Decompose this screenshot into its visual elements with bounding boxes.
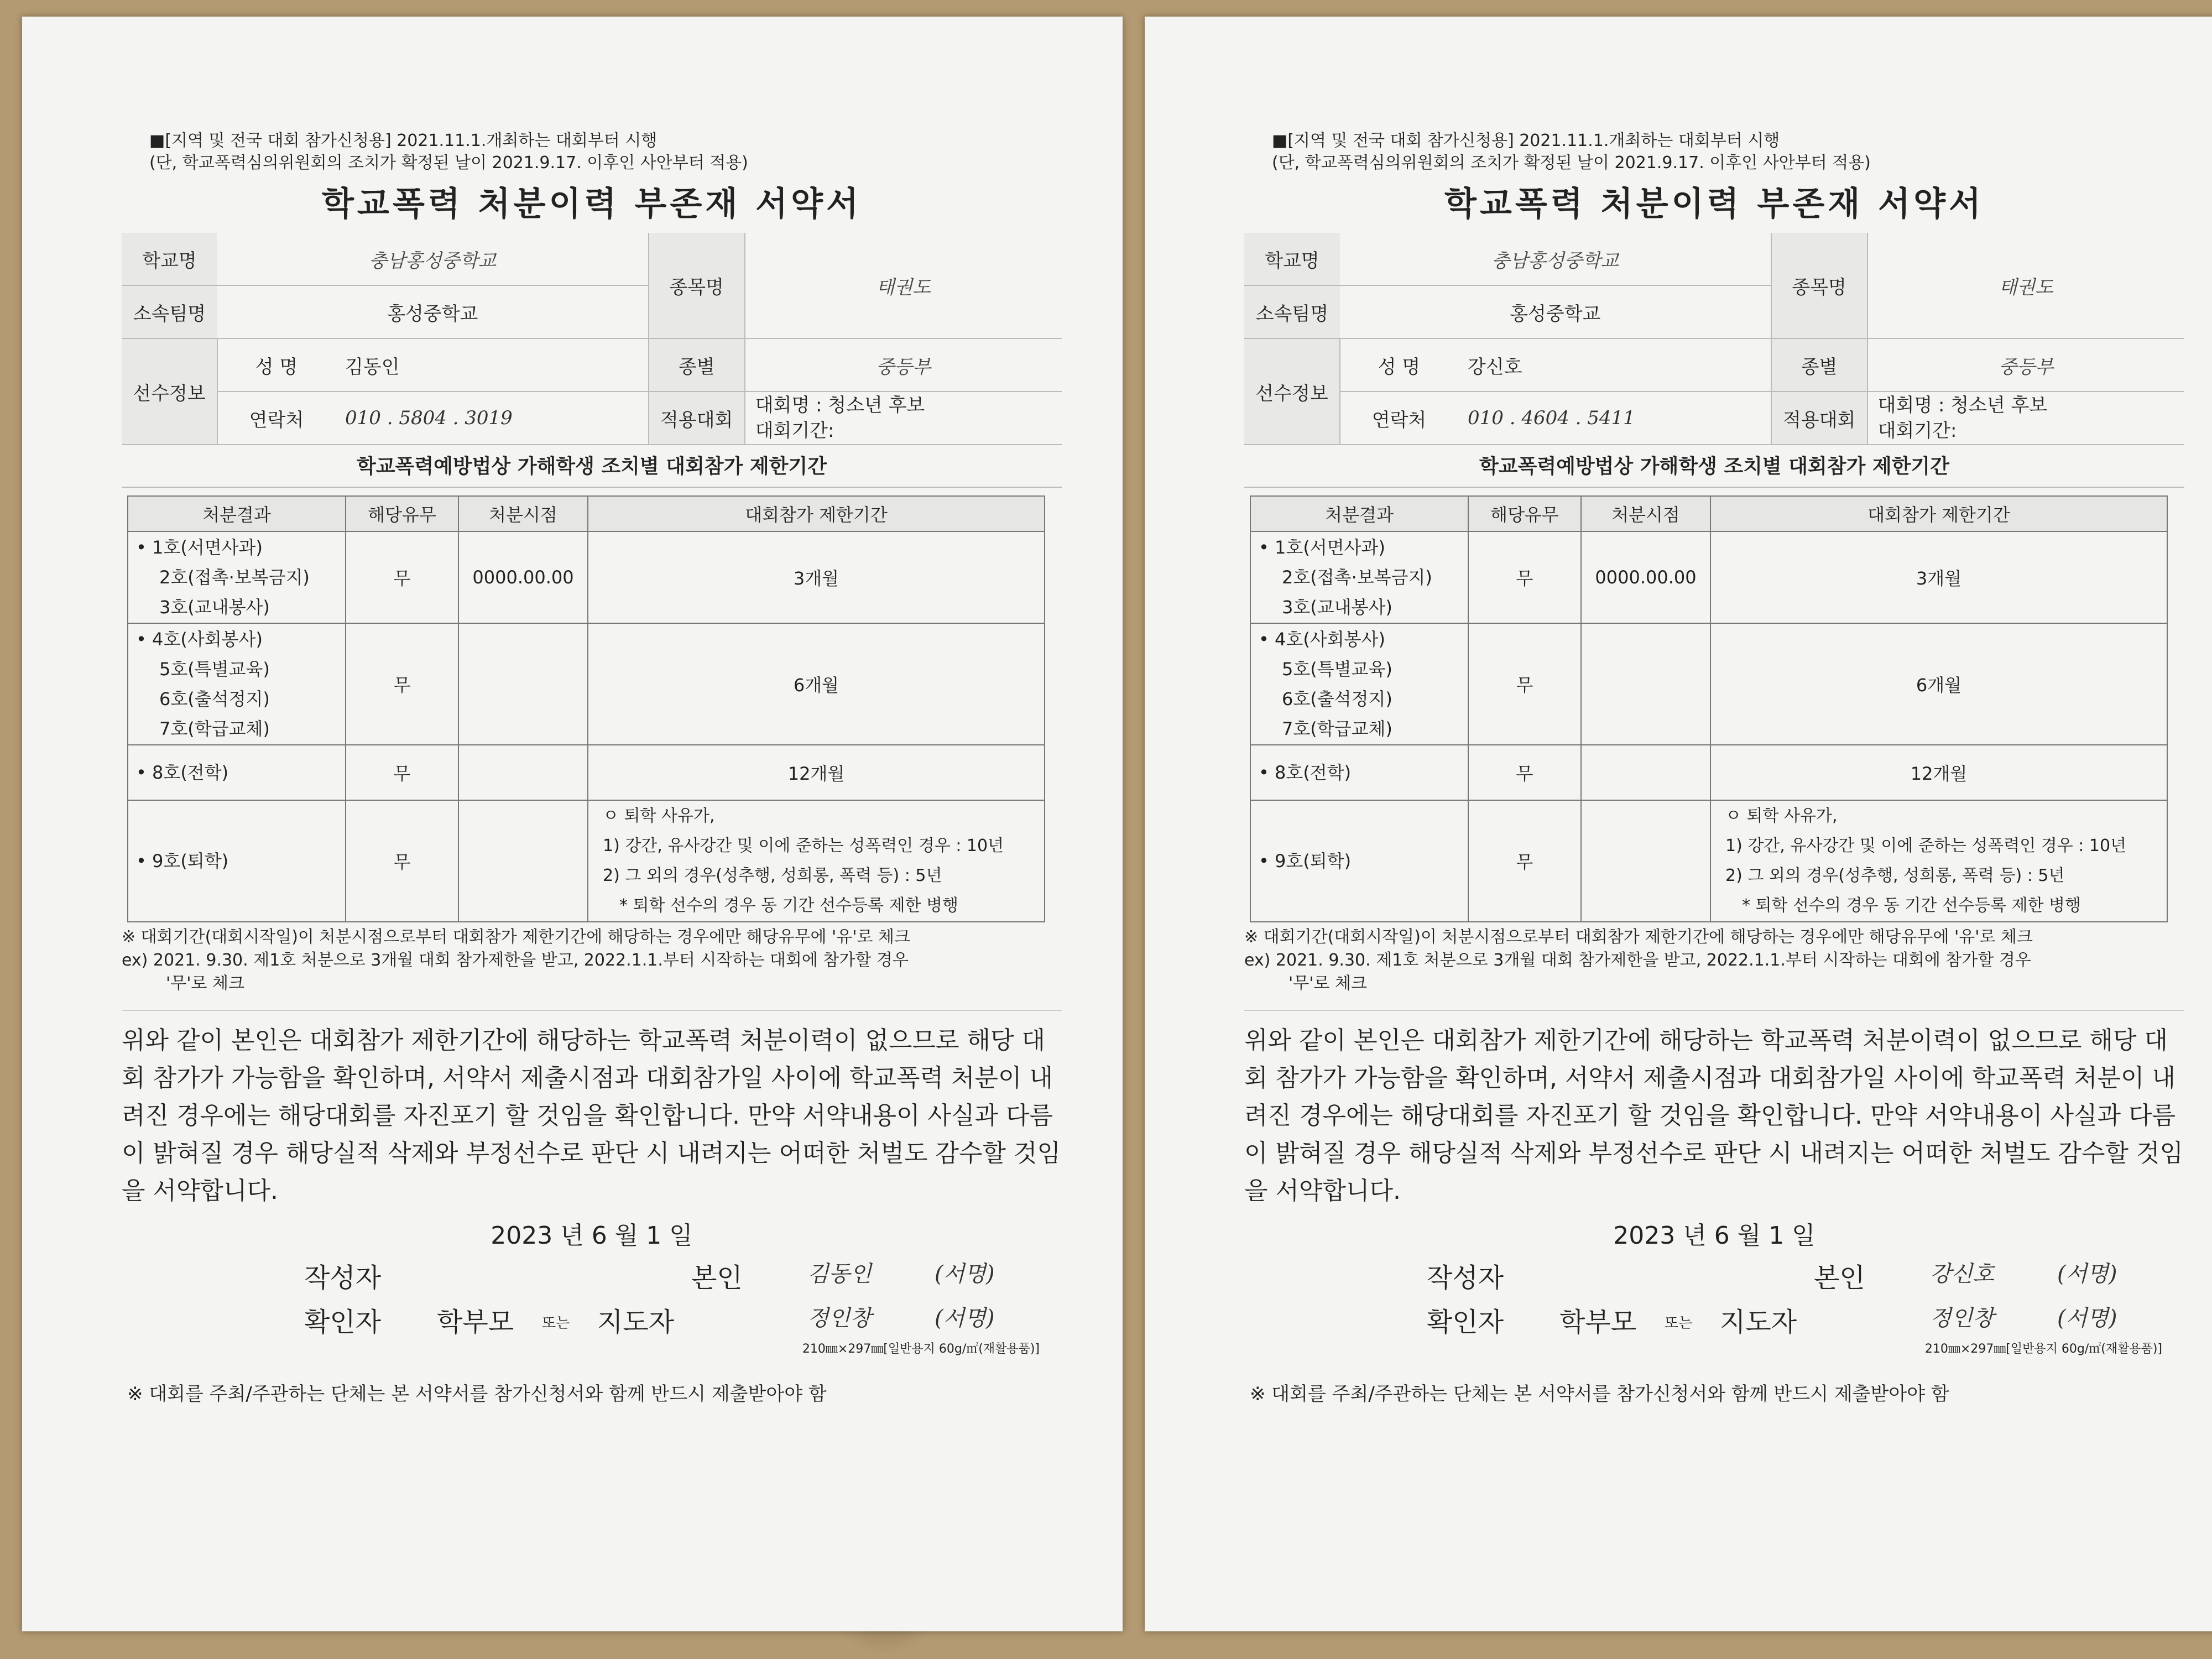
penalty-table bbox=[1250, 495, 2168, 922]
declaration-text: 위와 같이 본인은 대회참가 제한기간에 해당하는 학교폭력 처분이력이 없으므로 해당 대회 참가가 가능함을 확인하며, 서약서 제출시점과 대회참가일 사이에 학교폭력 처분이 내려진 경우에는 해당대회를 자진포기 할 것임을 확인합니다. 만약 서약내용이 사실과 다름이 밝혀질 경우 해당실적 삭제와 부정선수로 판단 시 내려지는 어떠한 처벌도 감수할 것임을 서약합니다. bbox=[122, 1010, 1062, 1210]
form-sheet-left bbox=[22, 17, 1123, 1631]
contest-name: 대회명 : 청소년 후보 bbox=[1877, 394, 2048, 416]
col-header: 해당유무 bbox=[1468, 496, 1581, 531]
class-item: • 4호(사회봉사) bbox=[136, 629, 263, 650]
school-label: 학교명 bbox=[1244, 233, 1340, 285]
table-row bbox=[1250, 531, 2167, 623]
col-header: 처분결과 bbox=[128, 496, 346, 531]
note-line: ex) 2021. 9.30. 제1호 처분으로 3개월 대회 참가제한을 받고, 2022.1.1.부터 시작하는 대회에 참가할 경우 bbox=[1244, 951, 2031, 970]
confirmer-label: 확인자 bbox=[304, 1307, 382, 1338]
limit-value bbox=[588, 800, 1045, 922]
form-title: 학교폭력 처분이력 부존재 서약서 bbox=[1444, 185, 1985, 223]
date-value: 0000.00.00 bbox=[458, 531, 588, 623]
limit-value: 6개월 bbox=[588, 623, 1045, 745]
table-row bbox=[1250, 623, 2167, 745]
gender-class-label: 종별 bbox=[649, 338, 745, 392]
name-label: 성 명 bbox=[217, 338, 335, 392]
class-item: 2호(접촉·보복금지) bbox=[159, 567, 310, 588]
school-value: 충남홍성중학교 bbox=[1340, 233, 1771, 285]
col-header: 처분시점 bbox=[458, 496, 588, 531]
gender-class-label: 종별 bbox=[1771, 338, 1867, 392]
date-value bbox=[458, 800, 588, 922]
form-sheet-right bbox=[1145, 17, 2212, 1631]
name-value: 김동인 bbox=[335, 338, 649, 392]
event-label: 종목명 bbox=[649, 233, 745, 338]
limit-value: 12개월 bbox=[1710, 745, 2167, 800]
parent-label: 학부모 bbox=[1559, 1307, 1637, 1338]
retire-line: 1) 강간, 유사강간 및 이에 준하는 성폭력인 경우 : 10년 bbox=[1725, 836, 2127, 855]
class-item: 5호(특별교육) bbox=[1282, 659, 1392, 680]
footer-note: ※ 대회를 주최/주관하는 단체는 본 서약서를 참가신청서와 함께 반드시 제출받아야 함 bbox=[1250, 1383, 1949, 1405]
applied-contest-value bbox=[1867, 392, 2184, 445]
or-label: 또는 bbox=[1665, 1315, 1693, 1332]
penalty-class bbox=[128, 531, 346, 623]
self-label: 본인 bbox=[1814, 1262, 1865, 1293]
signature-mark: (서명) bbox=[2057, 1306, 2117, 1331]
has-value: 무 bbox=[346, 800, 458, 922]
signature-mark: (서명) bbox=[2057, 1261, 2117, 1287]
applied-contest-label: 적용대회 bbox=[649, 392, 745, 445]
writer-label: 작성자 bbox=[1427, 1262, 1504, 1293]
limit-value: 6개월 bbox=[1710, 623, 2167, 745]
event-label: 종목명 bbox=[1771, 233, 1867, 338]
player-info-label: 선수정보 bbox=[122, 338, 217, 445]
signer-handwriting: 강신호 bbox=[1930, 1261, 1994, 1287]
team-label: 소속팀명 bbox=[1244, 285, 1340, 338]
contact-value: 010 . 4604 . 5411 bbox=[1458, 392, 1771, 445]
limit-value bbox=[1710, 800, 2167, 922]
paper-spec: 210㎜×297㎜[일반용지 60g/㎡(재활용품)] bbox=[802, 1342, 1040, 1356]
form-document bbox=[122, 130, 1062, 1406]
applied-contest-label: 적용대회 bbox=[1771, 392, 1867, 445]
event-value: 태권도 bbox=[1867, 233, 2184, 338]
date-value bbox=[458, 623, 588, 745]
has-value: 무 bbox=[1468, 745, 1581, 800]
class-item: 5호(특별교육) bbox=[159, 659, 270, 680]
writer-label: 작성자 bbox=[304, 1262, 382, 1293]
class-item: 3호(교내봉사) bbox=[1282, 597, 1392, 618]
penalty-subtitle: 학교폭력예방법상 가해학생 조치별 대회참가 제한기간 bbox=[1244, 445, 2184, 488]
notes bbox=[1244, 926, 2184, 995]
team-label: 소속팀명 bbox=[122, 285, 217, 338]
writer-row bbox=[1244, 1251, 2184, 1295]
table-row bbox=[1250, 800, 2167, 922]
or-label: 또는 bbox=[542, 1315, 570, 1332]
contact-value: 010 . 5804 . 3019 bbox=[335, 392, 649, 445]
col-header: 처분시점 bbox=[1581, 496, 1710, 531]
class-item: 2호(접촉·보복금지) bbox=[1282, 567, 1432, 588]
form-document bbox=[1244, 130, 2184, 1406]
penalty-subtitle: 학교폭력예방법상 가해학생 조치별 대회참가 제한기간 bbox=[122, 445, 1062, 488]
table-row bbox=[128, 745, 1045, 800]
confirmer-row bbox=[1244, 1295, 2184, 1339]
penalty-class: • 9호(퇴학) bbox=[128, 800, 346, 922]
parent-label: 학부모 bbox=[437, 1307, 514, 1338]
penalty-class bbox=[1250, 531, 1468, 623]
penalty-class: • 8호(전학) bbox=[1250, 745, 1468, 800]
retire-line: ㅇ 퇴학 사유가, bbox=[603, 806, 715, 826]
event-value: 태권도 bbox=[745, 233, 1062, 338]
header-note: ■[지역 및 전국 대회 참가신청용] 2021.11.1.개최하는 대회부터 시행 bbox=[1272, 131, 1780, 150]
contact-label: 연락처 bbox=[217, 392, 335, 445]
retire-line: 1) 강간, 유사강간 및 이에 준하는 성폭력인 경우 : 10년 bbox=[603, 836, 1004, 855]
signer-handwriting: 김동인 bbox=[807, 1261, 872, 1287]
header-note: ■[지역 및 전국 대회 참가신청용] 2021.11.1.개최하는 대회부터 시행 bbox=[149, 131, 658, 150]
header-note-sub: (단, 학교폭력심의위원회의 조치가 확정된 날이 2021.9.17. 이후인 사안부터 적용) bbox=[149, 153, 748, 173]
info-table bbox=[122, 233, 1062, 445]
info-table bbox=[1244, 233, 2184, 445]
team-value: 홍성중학교 bbox=[1340, 285, 1771, 338]
contest-period: 대회기간: bbox=[755, 420, 834, 442]
class-item: • 4호(사회봉사) bbox=[1259, 629, 1385, 650]
contact-label: 연락처 bbox=[1340, 392, 1458, 445]
footer-note: ※ 대회를 주최/주관하는 단체는 본 서약서를 참가신청서와 함께 반드시 제출받아야 함 bbox=[127, 1383, 827, 1405]
has-value: 무 bbox=[1468, 623, 1581, 745]
note-line: ※ 대회기간(대회시작일)이 처분시점으로부터 대회참가 제한기간에 해당하는 경우에만 해당유무에 '유'로 체크 bbox=[1244, 927, 2033, 947]
date-line: 2023 년 6 월 1 일 bbox=[1613, 1222, 1815, 1250]
date-line: 2023 년 6 월 1 일 bbox=[491, 1222, 693, 1250]
school-label: 학교명 bbox=[122, 233, 217, 285]
applied-contest-value bbox=[745, 392, 1062, 445]
note-line: ex) 2021. 9.30. 제1호 처분으로 3개월 대회 참가제한을 받고, 2022.1.1.부터 시작하는 대회에 참가할 경우 bbox=[122, 951, 909, 970]
form-title: 학교폭력 처분이력 부존재 서약서 bbox=[321, 185, 862, 223]
penalty-class: • 9호(퇴학) bbox=[1250, 800, 1468, 922]
header-note-sub: (단, 학교폭력심의위원회의 조치가 확정된 날이 2021.9.17. 이후인 사안부터 적용) bbox=[1272, 153, 1871, 173]
confirmer-label: 확인자 bbox=[1427, 1307, 1504, 1338]
confirmer-row bbox=[122, 1295, 1062, 1339]
table-row bbox=[128, 623, 1045, 745]
signature-mark: (서명) bbox=[935, 1306, 995, 1331]
table-row bbox=[128, 800, 1045, 922]
note-line: '무'로 체크 bbox=[1288, 974, 1367, 993]
class-item: 6호(출석정지) bbox=[159, 688, 270, 709]
name-value: 강신호 bbox=[1458, 338, 1771, 392]
retire-line: 2) 그 외의 경우(성추행, 성희롱, 폭력 등) : 5년 bbox=[1725, 866, 2065, 885]
class-item: 3호(교내봉사) bbox=[159, 597, 270, 618]
date-value bbox=[1581, 745, 1710, 800]
limit-value: 3개월 bbox=[1710, 531, 2167, 623]
retire-line: * 퇴학 선수의 경우 동 기간 선수등록 제한 병행 bbox=[619, 896, 958, 915]
class-item: 7호(학급교체) bbox=[159, 718, 270, 739]
class-item: • 1호(서면사과) bbox=[136, 537, 263, 558]
contest-name: 대회명 : 청소년 후보 bbox=[755, 394, 925, 416]
school-value: 충남홍성중학교 bbox=[217, 233, 649, 285]
class-item: 7호(학급교체) bbox=[1282, 718, 1392, 739]
penalty-table bbox=[127, 495, 1045, 922]
paper-spec: 210㎜×297㎜[일반용지 60g/㎡(재활용품)] bbox=[1924, 1342, 2162, 1356]
coach-label: 지도자 bbox=[597, 1307, 675, 1338]
name-label: 성 명 bbox=[1340, 338, 1458, 392]
gender-class-value: 중등부 bbox=[745, 338, 1062, 392]
has-value: 무 bbox=[346, 745, 458, 800]
date-value bbox=[458, 745, 588, 800]
limit-value: 12개월 bbox=[588, 745, 1045, 800]
player-info-label: 선수정보 bbox=[1244, 338, 1340, 445]
retire-line: 2) 그 외의 경우(성추행, 성희롱, 폭력 등) : 5년 bbox=[603, 866, 942, 885]
has-value: 무 bbox=[1468, 531, 1581, 623]
date-value: 0000.00.00 bbox=[1581, 531, 1710, 623]
declaration-text: 위와 같이 본인은 대회참가 제한기간에 해당하는 학교폭력 처분이력이 없으므로 해당 대회 참가가 가능함을 확인하며, 서약서 제출시점과 대회참가일 사이에 학교폭력 처분이 내려진 경우에는 해당대회를 자진포기 할 것임을 확인합니다. 만약 서약내용이 사실과 다름이 밝혀질 경우 해당실적 삭제와 부정선수로 판단 시 내려지는 어떠한 처벌도 감수할 것임을 서약합니다. bbox=[1244, 1010, 2184, 1210]
retire-line: * 퇴학 선수의 경우 동 기간 선수등록 제한 병행 bbox=[1742, 896, 2081, 915]
signature-mark: (서명) bbox=[935, 1261, 995, 1287]
date-value bbox=[1581, 623, 1710, 745]
penalty-class bbox=[1250, 623, 1468, 745]
penalty-class: • 8호(전학) bbox=[128, 745, 346, 800]
has-value: 무 bbox=[346, 531, 458, 623]
col-header: 대회참가 제한기간 bbox=[588, 496, 1045, 531]
team-value: 홍성중학교 bbox=[217, 285, 649, 338]
class-item: • 1호(서면사과) bbox=[1259, 537, 1385, 558]
writer-row bbox=[122, 1251, 1062, 1295]
has-value: 무 bbox=[1468, 800, 1581, 922]
penalty-class bbox=[128, 623, 346, 745]
note-line: ※ 대회기간(대회시작일)이 처분시점으로부터 대회참가 제한기간에 해당하는 경우에만 해당유무에 '유'로 체크 bbox=[122, 927, 910, 947]
contest-period: 대회기간: bbox=[1877, 420, 1957, 442]
notes bbox=[122, 926, 1062, 995]
class-item: 6호(출석정지) bbox=[1282, 688, 1392, 709]
coach-label: 지도자 bbox=[1720, 1307, 1797, 1338]
col-header: 대회참가 제한기간 bbox=[1710, 496, 2167, 531]
self-label: 본인 bbox=[691, 1262, 743, 1293]
limit-value: 3개월 bbox=[588, 531, 1045, 623]
retire-line: ㅇ 퇴학 사유가, bbox=[1725, 806, 1838, 826]
coach-handwriting: 정인창 bbox=[1930, 1306, 1994, 1331]
col-header: 처분결과 bbox=[1250, 496, 1468, 531]
coach-handwriting: 정인창 bbox=[807, 1306, 872, 1331]
gender-class-value: 중등부 bbox=[1867, 338, 2184, 392]
has-value: 무 bbox=[346, 623, 458, 745]
date-value bbox=[1581, 800, 1710, 922]
note-line: '무'로 체크 bbox=[166, 974, 244, 993]
table-row bbox=[1250, 745, 2167, 800]
table-row bbox=[128, 531, 1045, 623]
col-header: 해당유무 bbox=[346, 496, 458, 531]
